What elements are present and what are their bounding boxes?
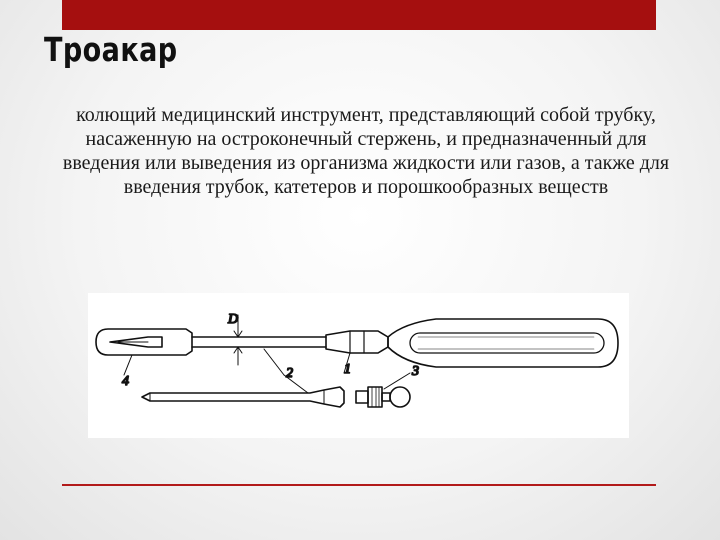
dimension-label-d: D	[228, 312, 239, 327]
top-accent-bar	[62, 0, 656, 30]
stylet-collar	[326, 331, 388, 353]
part-label-2: 2	[286, 366, 293, 381]
trocar-handle	[388, 319, 618, 367]
trocar-illustration	[88, 293, 629, 438]
part-label-3: 3	[412, 364, 419, 379]
separate-cannula	[142, 387, 344, 407]
assembled-trocar	[96, 312, 618, 367]
definition-text: колющий медицинский инструмент, представляющий собой трубку, насаженную на остроконечный стержень, и предназначенный для введения или выведения из организма жидкости или газов, а также для введения трубок, катетеров и порошкообразных веществ	[62, 104, 670, 198]
part-label-1: 1	[344, 362, 351, 377]
bottom-divider	[62, 484, 656, 486]
trocar-drawing	[88, 293, 629, 438]
slide-title: Троакар	[44, 30, 178, 69]
cannula-plug	[356, 387, 410, 407]
part-label-4: 4	[122, 374, 129, 389]
